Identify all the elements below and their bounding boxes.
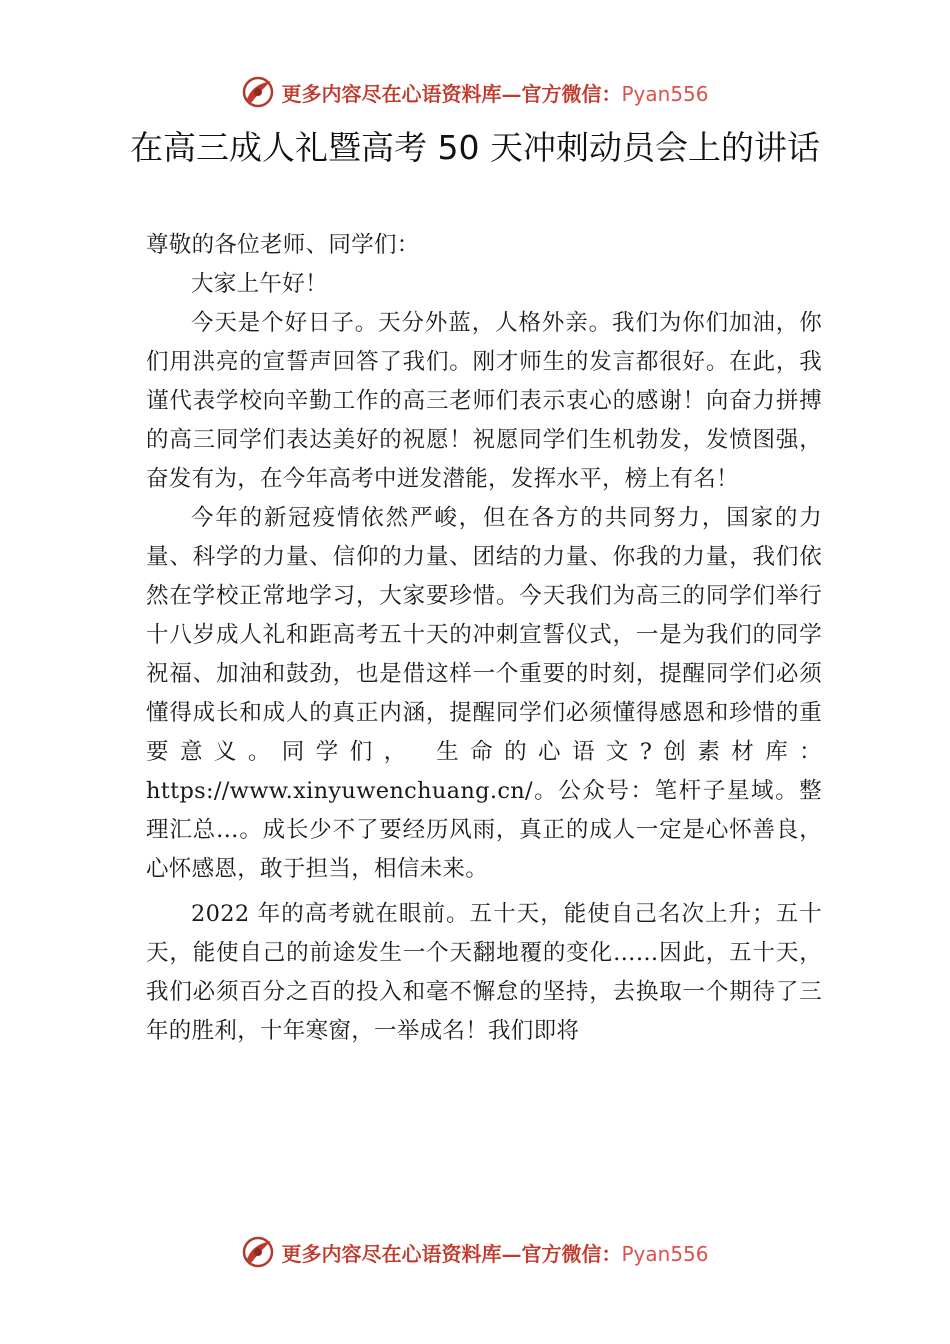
header-banner — [0, 72, 950, 112]
banner-text — [281, 78, 708, 107]
brand-logo-icon — [241, 75, 275, 109]
banner-label: 更多内容尽在心语资料库—官方微信： — [281, 81, 622, 106]
salutation: 尊敬的各位老师、同学们： — [146, 232, 420, 258]
brand-logo-icon — [241, 1235, 275, 1269]
paragraph: 2022 年的高考就在眼前。五十天，能使自己名次上升；五十天，能使自己的前途发生一个天翻地覆的变化……因此，五十天，我们必须百分之百的投入和毫不懈怠的坚持，去换取一个期待了三年的胜利，十年寒窗，一举成名！我们即将 — [146, 901, 822, 1044]
greeting: 大家上午好！ — [191, 271, 328, 297]
banner-wechat-id: Pyan556 — [621, 1241, 709, 1266]
paragraph: 今年的新冠疫情依然严峻，但在各方的共同努力，国家的力量、科学的力量、信仰的力量、团结的力量、你我的力量，我们依然在学校正常地学习，大家要珍惜。今天我们为高三的同学们举行十八岁成人礼和距高考五十天的冲刺宣誓仪式，一是为我们的同学祝福、加油和鼓劲，也是借这样一个重要的时刻，提醒同学们必须懂得成长和成人的真正内涵，提醒同学们必须懂得感恩和珍惜的重要意义。同学们， 生命的心语文?创素材库：https://www.xinyuwenchuang.cn/。公众号：笔杆子星域。整理汇总…。成长少不了要经历风雨，真正的成人一定是心怀善良， 心怀感恩，敢于担当，相信未来。 — [146, 505, 822, 882]
footer-banner — [0, 1232, 950, 1272]
page-title: 在高三成人礼暨高考 50 天冲刺动员会上的讲话 — [130, 128, 820, 167]
speech-body — [146, 226, 822, 1051]
paragraph: 今天是个好日子。天分外蓝，人格外亲。我们为你们加油，你们用洪亮的宣誓声回答了我们。刚才师生的发言都很好。在此，我谨代表学校向辛勤工作的高三老师们表示衷心的感谢！向奋力拼搏的高三同学们表达美好的祝愿！祝愿同学们生机勃发，发愤图强，奋发有为，在今年高考中迸发潜能，发挥水平，榜上有名！ — [146, 310, 822, 492]
banner-wechat-id: Pyan556 — [621, 81, 709, 106]
banner-label: 更多内容尽在心语资料库—官方微信： — [281, 1241, 622, 1266]
banner-text — [281, 1238, 708, 1267]
